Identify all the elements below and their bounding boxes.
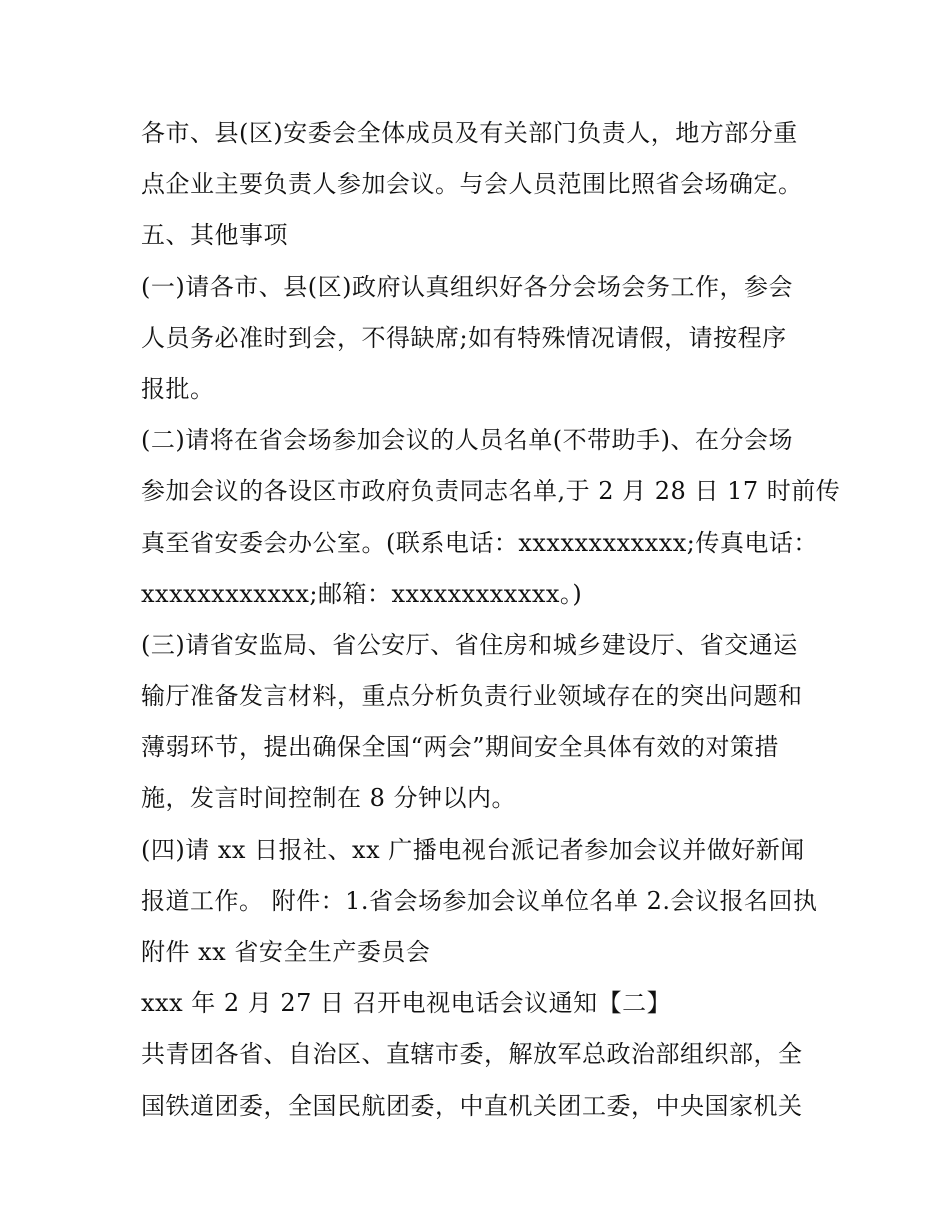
text-line: 报道工作。 附件：1.省会场参加会议单位名单 2.会议报名回执 [141,886,818,915]
text-line: 共青团各省、自治区、直辖市委，解放军总政治部组织部，全 [141,1040,803,1069]
text-line: (一)请各市、县(区)政府认真组织好各分会场会务工作，参会 [141,272,793,301]
text-line: (二)请将在省会场参加会议的人员名单(不带助手)、在分会场 [141,426,793,455]
text-line: (三)请省安监局、省公安厅、省住房和城乡建设厅、省交通运 [141,630,798,659]
text-line: 薄弱环节，提出确保全国“两会”期间安全具体有效的对策措 [141,733,780,762]
document-body [141,108,841,1132]
text-line: 各市、县(区)安委会全体成员及有关部门负责人，地方部分重 [141,119,798,147]
text-line: (四)请 xx 日报社、xx 广播电视台派记者参加会议并做好新闻 [141,835,805,864]
text-line: 施，发言时间控制在 8 分钟以内。 [141,784,517,813]
text-line: 人员务必准时到会，不得缺席;如有特殊情况请假，请按程序 [141,323,787,352]
text-line: xxxxxxxxxxxx;邮箱：xxxxxxxxxxxx。) [141,579,583,608]
text-line: 点企业主要负责人参加会议。与会人员范围比照省会场确定。 [141,170,803,199]
text-line: 参加会议的各设区市政府负责同志名单,于 2 月 28 日 17 时前传 [141,477,841,506]
document-title: xxx 年 2 月 27 日 召开电视电话会议通知【二】 [141,989,672,1018]
section-heading: 五、其他事项 [141,221,288,250]
text-line: 附件 xx 省安全生产委员会 [141,938,431,966]
text-line: 国铁道团委，全国民航团委，中直机关团工委，中央国家机关 [141,1091,803,1120]
text-line: 输厅准备发言材料，重点分析负责行业领域存在的突出问题和 [141,682,803,711]
text-line: 报批。 [141,374,215,403]
text-line: 真至省安委会办公室。(联系电话：xxxxxxxxxxxx;传真电话： [141,528,818,557]
